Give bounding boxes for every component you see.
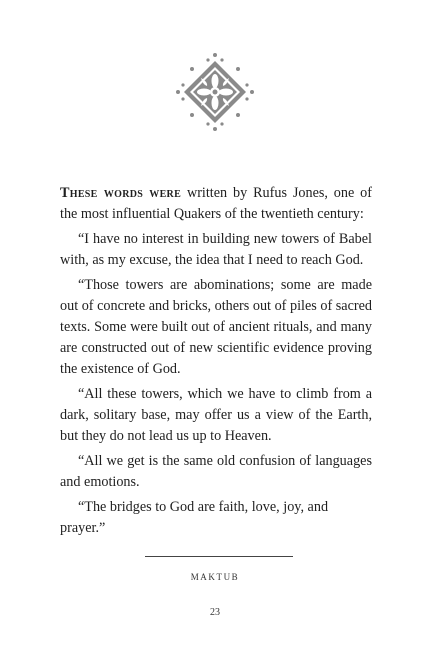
- page-number: 23: [210, 607, 220, 618]
- paragraph: “I have no interest in building new towers of Babel with, as my excuse, the idea that I need to reach God.: [60, 231, 372, 268]
- decorative-flower-ornament-icon: [175, 52, 255, 132]
- paragraph: [60, 183, 372, 225]
- footer-divider: [145, 556, 293, 557]
- paragraph: “Those towers are abominations; some are made out of concrete and bricks, others out of piles of sacred texts. Some were built out of ancient rituals, and many are constructed out of new scientific evidence proving the existence of God.: [60, 277, 372, 377]
- paragraph: “All we get is the same old confusion of languages and emotions.: [60, 453, 372, 490]
- paragraph-text: written by Rufus Jones, one of the most influential Quakers of the twentieth century:: [60, 185, 372, 222]
- paragraph: “All these towers, which we have to climb from a dark, solitary base, may offer us a view of the Earth, but they do not lead us up to Heaven.: [60, 386, 372, 444]
- paragraph: “The bridges to God are faith, love, joy, and prayer.”: [60, 499, 329, 536]
- running-footer-title: MAKTUB: [190, 572, 240, 582]
- lead-in-smallcaps: These words were: [60, 185, 182, 201]
- body-text: [60, 183, 372, 543]
